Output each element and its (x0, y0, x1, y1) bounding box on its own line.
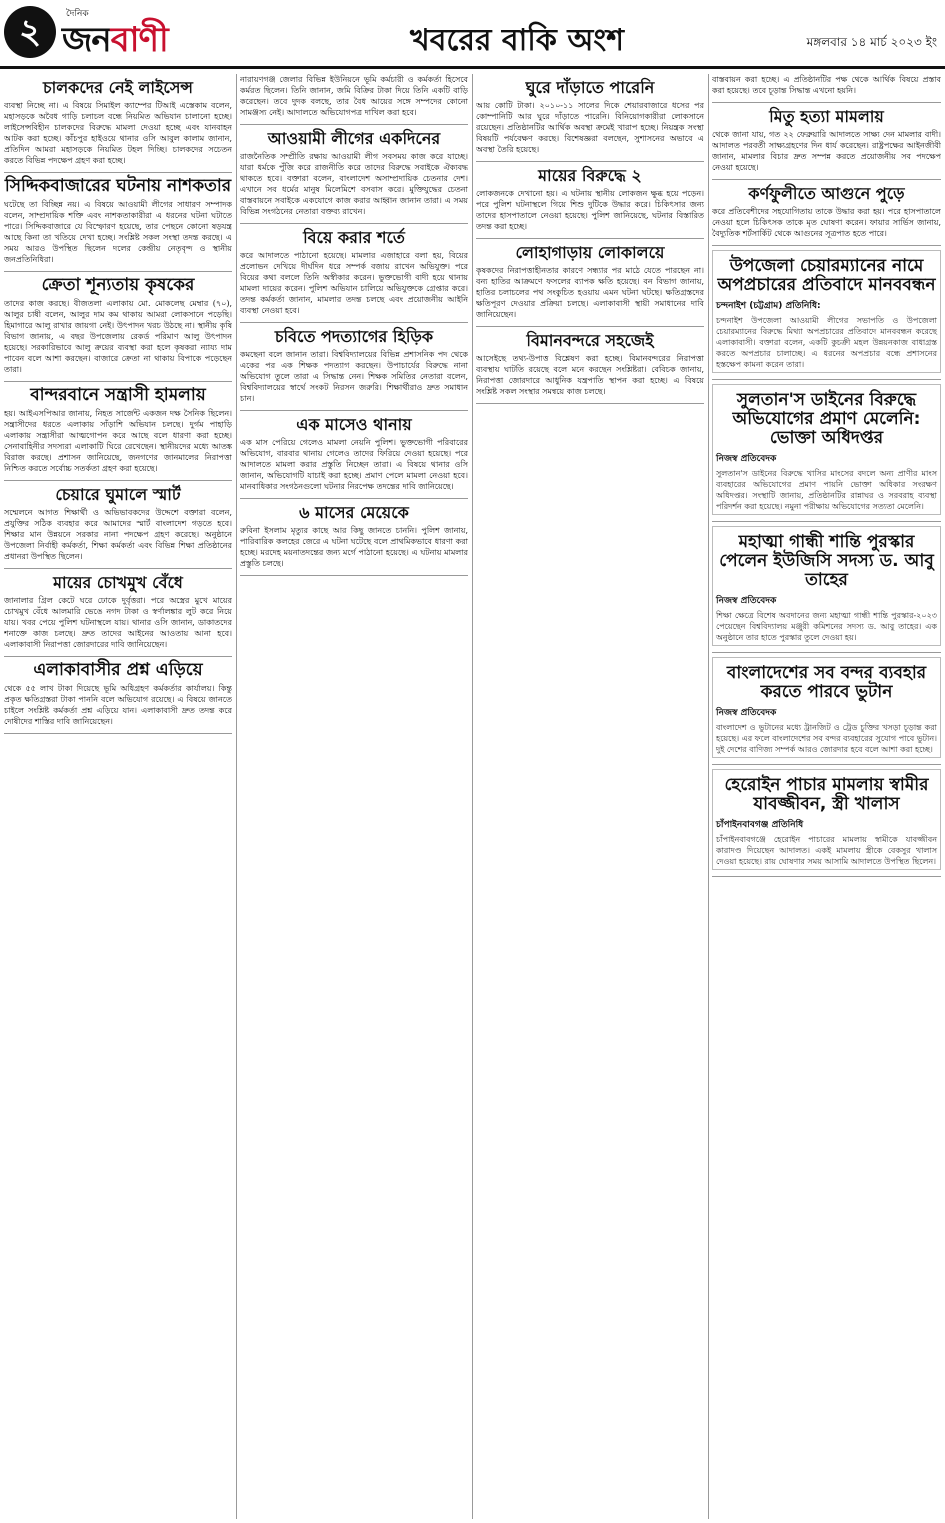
masthead-rule (0, 66, 945, 69)
story-body: থেকে জানা যায়, গত ২২ ফেব্রুয়ারি আদালতে সাক্ষ্য দেন মামলার বাদী। আদালত পরবর্তী সাক্ষ্যগ্রহণের দিন ধার্য করেছেন। রাষ্ট্রপক্ষের আইনজীবী জানান, মামলার বিচার দ্রুত সম্পন্ন করতে প্রয়োজনীয় সব পদক্ষেপ নেওয়া হয়েছে। (712, 130, 941, 172)
paper-name-b: বাণী (110, 20, 168, 60)
news-story (4, 485, 232, 562)
story-headline: ৬ মাসের মেয়েকে (299, 503, 409, 522)
story-body: ঘটেছে তা বিচ্ছিন্ন নয়। এ বিষয়ে আওয়ামী লীগের সাধারণ সম্পাদক বলেন, সাম্প্রদায়িক শক্তি এবং নাশকতাকারীরা এ ধরনের ঘটনা ঘটাতে পারে। সিদ্দিকবাজারে যে বিস্ফোরণ হয়েছে, তার পেছনে কোনো ষড়যন্ত্র আছে কিনা তা খতিয়ে দেখা হচ্ছে। সংশ্লিষ্ট সকল সংস্থা তদন্ত করছে। এ সময় আরও উপস্থিত ছিলেন দলের কেন্দ্রীয় নেতৃবৃন্দ ও স্থানীয় জনপ্রতিনিধিরা। (4, 200, 232, 264)
news-story (712, 769, 941, 870)
story-divider (4, 568, 232, 569)
story-divider (4, 172, 232, 173)
column-2 (240, 74, 468, 1519)
page-number: ২ (4, 6, 56, 58)
story-body: চাঁপাইনবাবগঞ্জে হেরোইন পাচারের মামলায় স্বামীকে যাবজ্জীবন কারাদণ্ড দিয়েছেন আদালত। একই মামলায় স্ত্রীকে বেকসুর খালাস দেওয়া হয়েছে। রায় ঘোষণার সময় আসামি আদালতে উপস্থিত ছিলেন। (716, 835, 937, 866)
story-divider (4, 271, 232, 272)
story-divider (4, 656, 232, 657)
story-body: বাংলাদেশ ও ভুটানের মধ্যে ট্রানজিট ও ট্রেড চুক্তির খসড়া চূড়ান্ত করা হয়েছে। এর ফলে বাংলাদেশের সব বন্দর ব্যবহারের সুযোগ পাবে ভুটান। দুই দেশের বাণিজ্য সম্পর্ক আরও জোরদার হবে বলে আশা করা হচ্ছে। (716, 723, 937, 754)
story-body: রুবিনা ইসলাম মৃত্যুর কাছে আর কিছু জানতে চাননি। পুলিশ জানায়, পারিবারিক কলহের জেরে এ ঘটনা ঘটেছে বলে প্রাথমিকভাবে ধারণা করা হচ্ছে। মরদেহ ময়নাতদন্তের জন্য মর্গে পাঠানো হয়েছে। এ ঘটনায় মামলার প্রস্তুতি চলছে। (240, 526, 468, 568)
news-story (4, 573, 232, 650)
story-divider (476, 238, 704, 239)
news-story (4, 386, 232, 474)
story-headline: কর্ণফুলীতে আগুনে পুড়ে (748, 184, 905, 203)
story-divider (712, 521, 941, 522)
story-divider (712, 652, 941, 653)
dateline: মঙ্গলবার ১৪ মার্চ ২০২৩ ইং (806, 35, 937, 49)
story-divider (4, 381, 232, 382)
column-divider (236, 74, 237, 1519)
paper-name-a: জন (62, 20, 111, 60)
news-story (712, 526, 941, 646)
column-1 (4, 74, 232, 1519)
news-story (240, 228, 468, 316)
story-headline: বাংলাদেশের সব বন্দর ব্যবহার করতে পারবে ভুটান (726, 663, 927, 702)
story-body: লোকজনকে দেখানো হয়। এ ঘটনায় স্থানীয় লোকজন ক্ষুব্ধ হয়ে পড়েন। পরে পুলিশ ঘটনাস্থলে গিয়ে শিশু দুটিকে উদ্ধার করে। চিকিৎসার জন্য তাদের হাসপাতালে নেওয়া হয়েছে। পুলিশ জানিয়েছে, ঘটনার বিস্তারিত তদন্ত করা হচ্ছে। (476, 189, 704, 231)
story-divider (240, 223, 468, 224)
story-body: নারায়ণগঞ্জ জেলার বিভিন্ন ইউনিয়নে ভূমি কর্মচারী ও কর্মকর্তা হিসেবে কর্মরত ছিলেন। তিনি জানান, জমি বিক্রির টাকা দিয়ে তিনি একটি বাড়ি করেছেন। তবে দুদক বলছে, তার বৈধ আয়ের সঙ্গে সম্পদের কোনো সামঞ্জস্য নেই। আদালতে অভিযোগপত্র দাখিল করা হবে। (240, 75, 468, 117)
story-headline: এলাকাবাসীর প্রশ্ন এড়িয়ে (33, 660, 203, 680)
story-body: কমছেনা বলে জানান তারা। বিশ্ববিদ্যালয়ের বিভিন্ন প্রশাসনিক পদ থেকে একের পর এক শিক্ষক পদত্যাগ করছেন। উপাচার্যের বিরুদ্ধে নানা অভিযোগ তুলে তারা এ সিদ্ধান্ত নেন। শিক্ষক সমিতির নেতারা বলেন, বিশ্ববিদ্যালয়ের স্বার্থে সংকট নিরসন জরুরি। শিক্ষার্থীরাও দ্রুত সমাধান চান। (240, 350, 468, 403)
story-headline: মিতু হত্যা মামলায় (769, 107, 884, 126)
story-body: সম্মেলনে আগত শিক্ষার্থী ও অভিভাবকদের উদ্দেশে বক্তারা বলেন, প্রযুক্তির সঠিক ব্যবহার করে আমাদের স্মার্ট বাংলাদেশ গড়তে হবে। শিক্ষার মান উন্নয়নে সরকার নানা পদক্ষেপ গ্রহণ করেছে। অনুষ্ঠানে উপজেলা নির্বাহী কর্মকর্তা, শিক্ষা কর্মকর্তা এবং বিভিন্ন শিক্ষা প্রতিষ্ঠানের প্রধানরা উপস্থিত ছিলেন। (4, 508, 232, 561)
story-headline: ক্রেতা শূন্যতায় কৃষকের (41, 275, 195, 295)
column-divider (472, 74, 473, 1519)
story-headline: মায়ের বিরুদ্ধে ২ (538, 166, 642, 185)
paper-prefix: দৈনিক (66, 9, 89, 19)
story-divider (712, 245, 941, 246)
story-body: শিক্ষা ক্ষেত্রে বিশেষ অবদানের জন্য মহাত্মা গান্ধী শান্তি পুরস্কার-২০২৩ পেয়েছেন বিশ্ববিদ্যালয় মঞ্জুরী কমিশনের সদস্য ড. আবু তাহের। এক অনুষ্ঠানে তার হাতে পুরস্কার তুলে দেওয়া হয়। (716, 611, 937, 642)
story-divider (240, 498, 468, 499)
story-body: তাদের কাজ করছে। বীজতলা এলাকায় মো. মোকলেছ মেম্বার (৭০), আলুর চাষী বলেন, আলুর দাম কম থাকায় আমরা লোকসানে পড়েছি। হিমাগারে আলু রাখার জায়গা নেই। উৎপাদন খরচ উঠছে না। স্থানীয় কৃষি বিভাগ জানায়, এ বছর উপজেলায় রেকর্ড পরিমাণ আলু উৎপাদন হয়েছে। সরকারিভাবে আলু ক্রয়ের ব্যবস্থা করা হলে কৃষকরা ন্যায্য দাম পাবেন বলে আশা করছেন। বাজারে ক্রেতা না থাকায় বিপাকে পড়েছেন তারা। (4, 299, 232, 374)
news-story (240, 327, 468, 404)
column-3 (476, 74, 704, 1519)
story-body: হয়। আইএসপিআর জানায়, নিহত সার্জেন্ট একজন দক্ষ সৈনিক ছিলেন। সন্ত্রাসীদের ধরতে এলাকায় সাঁড়াশি অভিযান চলছে। দুর্গম পাহাড়ি এলাকায় সন্ত্রাসীরা আত্মগোপন করে আছে বলে ধারণা করা হচ্ছে। সেনাবাহিনীর সদস্যরা এলাকাটি ঘিরে রেখেছেন। স্থানীয়দের মধ্যে আতঙ্ক বিরাজ করছে। প্রশাসন জানিয়েছে, জনগণের জানমালের নিরাপত্তা নিশ্চিত করতে সর্বোচ্চ সতর্কতা গ্রহণ করা হয়েছে। (4, 409, 232, 473)
story-divider (712, 876, 941, 877)
story-headline: মায়ের চোখমুখ বেঁধে (53, 573, 183, 592)
story-divider (476, 403, 704, 404)
story-headline: চালকদের নেই লাইসেন্স (42, 78, 193, 97)
news-story (712, 74, 941, 96)
story-headline: আওয়ামী লীগের একদিনের (267, 129, 441, 148)
news-story (712, 657, 941, 758)
story-body: বাস্তবায়ন করা হচ্ছে। এ প্রতিষ্ঠানটির পক্ষ থেকে আর্থিক বিষয়ে প্রস্তাব করা হয়েছে। তবে চূড়ান্ত সিদ্ধান্ত এখনো হয়নি। (712, 75, 941, 95)
story-divider (712, 179, 941, 180)
news-story (476, 331, 704, 397)
story-divider (712, 379, 941, 380)
news-story (4, 177, 232, 265)
story-body: করে প্রতিবেশীদের সহযোগিতায় তাকে উদ্ধার করা হয়। পরে হাসপাতালে নেওয়া হলে চিকিৎসক তাকে মৃত ঘোষণা করেন। ফায়ার সার্ভিস জানায়, বৈদ্যুতিক শর্টসার্কিট থেকে আগুনের সূত্রপাত হতে পারে। (712, 207, 941, 238)
news-story (476, 243, 704, 320)
story-credit: নিজস্ব প্রতিবেদক (716, 454, 777, 464)
story-divider (4, 733, 232, 734)
news-story (712, 107, 941, 173)
story-divider (476, 326, 704, 327)
news-story (4, 276, 232, 375)
story-divider (476, 161, 704, 162)
column-divider (708, 74, 709, 1519)
story-headline: এক মাসেও থানায় (296, 415, 412, 434)
news-story (476, 78, 704, 155)
story-body: কৃষকদের নিরাপত্তাহীনতার কারণে সন্ধ্যার পর মাঠে যেতে পারছেন না। বন্য হাতির আক্রমণে ফসলের ব্যাপক ক্ষতি হয়েছে। বন বিভাগ জানায়, হাতির চলাচলের পথ সংকুচিত হওয়ায় এমন ঘটনা ঘটছে। ক্ষতিগ্রস্তদের ক্ষতিপূরণ দেওয়ার প্রক্রিয়া চলছে। এলাকাবাসী স্থায়ী সমাধানের দাবি জানিয়েছেন। (476, 266, 704, 319)
story-body: চন্দনাইশ উপজেলা আওয়ামী লীগের সভাপতি ও উপজেলা চেয়ারম্যানের বিরুদ্ধে মিথ্যা অপপ্রচারের প্রতিবাদে মানববন্ধন করেছে এলাকাবাসী। বক্তারা বলেন, একটি কুচক্রী মহল উন্নয়নকাজ বাধাগ্রস্ত করতে অপপ্রচার চালাচ্ছে। এ ধরনের অপপ্রচার বন্ধে প্রশাসনের হস্তক্ষেপ কামনা করেন তারা। (716, 316, 937, 369)
paper-logo (62, 14, 168, 71)
news-story (240, 129, 468, 217)
story-headline: চেয়ারে ঘুমালে স্মার্ট (55, 485, 181, 504)
story-credit: নিজস্ব প্রতিবেদক (716, 596, 777, 606)
story-headline: সুলতান'স ডাইনের বিরুদ্ধে অভিযোগের প্রমাণ মেলেনি: ভোক্তা অধিদপ্তর (732, 390, 921, 448)
story-headline: বিমানবন্দরে সহজেই (526, 331, 654, 350)
news-story (4, 661, 232, 727)
news-story (712, 384, 941, 515)
story-body: আসেইছে তথ্য-উপাত্ত বিশ্লেষণ করা হচ্ছে। বিমানবন্দরের নিরাপত্তা ব্যবস্থায় ঘাটতি রয়েছে বলে মনে করছেন সংশ্লিষ্টরা। বেবিচক জানায়, নিরাপত্তা জোরদারে আধুনিক যন্ত্রপাতি স্থাপন করা হচ্ছে। এ বিষয়ে সংশ্লিষ্ট সকল সংস্থার সমন্বয়ে কাজ চলছে। (476, 354, 704, 396)
story-headline: চবিতে পদত্যাগের হিড়িক (274, 327, 434, 346)
story-divider (712, 764, 941, 765)
news-story (240, 503, 468, 569)
story-headline: উপজেলা চেয়ারম্যানের নামে অপপ্রচারের প্রতিবাদে মানববন্ধন (717, 256, 936, 295)
story-divider (240, 322, 468, 323)
masthead (0, 0, 945, 74)
column-4 (712, 74, 941, 1519)
story-headline: বিয়ে করার শর্তে (303, 228, 405, 247)
news-story (240, 74, 468, 118)
news-story (4, 78, 232, 166)
story-credit: নিজস্ব প্রতিবেদক (716, 708, 777, 718)
story-headline: সিদ্দিকবাজারের ঘটনায় নাশকতার (4, 176, 232, 196)
story-body: ব্যবস্থা নিচ্ছে না। এ বিষয়ে সিমাইল ক্যাম্পের টিআই এস্তেকাম বলেন, মহাসড়কে অবৈধ গাড়ি চলাচল বন্ধে নিয়মিত অভিযান চালানো হচ্ছে। লাইসেন্সবিহীন চালকদের বিরুদ্ধে মামলা দেওয়া হচ্ছে এবং যানবাহন আটক করা হচ্ছে। কাঁচপুর হাইওয়ে থানার ওসি আবুল কালাম জানান, প্রতিদিন আমরা মহাসড়কে নিয়মিত টহল দিচ্ছি। চালকদের সচেতন করতে বিভিন্ন পদক্ষেপ গ্রহণ করা হচ্ছে। (4, 101, 232, 165)
story-body: সুলতান'স ডাইনের বিরুদ্ধে খাসির মাংসের বদলে অন্য প্রাণীর মাংস ব্যবহারের অভিযোগের প্রমাণ পায়নি ভোক্তা অধিকার সংরক্ষণ অধিদপ্তর। সংস্থাটি জানায়, প্রতিষ্ঠানটির রান্নাঘর ও সরবরাহ ব্যবস্থা পরিদর্শন করা হয়েছে। নমুনা পরীক্ষায় অভিযোগের সত্যতা মেলেনি। (716, 469, 937, 511)
story-divider (240, 575, 468, 576)
story-headline: বান্দরবানে সন্ত্রাসী হামলায় (30, 385, 206, 405)
news-story (712, 250, 941, 373)
news-story (240, 415, 468, 492)
story-divider (240, 124, 468, 125)
news-story (712, 184, 941, 239)
story-divider (240, 410, 468, 411)
story-headline: ঘুরে দাঁড়াতে পারেনি (525, 78, 655, 97)
story-credit: চন্দনাইশ (চট্টগ্রাম) প্রতিনিধি: (716, 301, 821, 311)
news-story (476, 166, 704, 232)
story-body: রাজনৈতিক সম্প্রীতি রক্ষায় আওয়ামী লীগ সবসময় কাজ করে যাচ্ছে। যারা ধর্মকে পুঁজি করে রাজনীতি করে তাদের বিরুদ্ধে সবাইকে ঐক্যবদ্ধ থাকতে হবে। বক্তারা বলেন, বাংলাদেশ অসাম্প্রদায়িক চেতনার দেশ। এখানে সব ধর্মের মানুষ মিলেমিশে বসবাস করে। মুক্তিযুদ্ধের চেতনা বাস্তবায়নে সবাইকে একযোগে কাজ করার আহ্বান জানান তারা। এ সময় বিভিন্ন সংগঠনের নেতারা বক্তব্য রাখেন। (240, 152, 468, 216)
story-body: এক মাস পেরিয়ে গেলেও মামলা নেয়নি পুলিশ। ভুক্তভোগী পরিবারের অভিযোগ, বারবার থানায় গেলেও তাদের ফিরিয়ে দেওয়া হয়েছে। পরে আদালতে মামলা করার প্রস্তুতি নিচ্ছেন তারা। এ বিষয়ে থানার ওসি জানান, অভিযোগটি যাচাই করা হচ্ছে। প্রমাণ পেলে মামলা নেওয়া হবে। মানবাধিকার সংগঠনগুলো ঘটনার নিরপেক্ষ তদন্তের দাবি জানিয়েছে। (240, 438, 468, 491)
section-title: খবরের বাকি অংশ (410, 23, 624, 58)
story-body: করে আদালতে পাঠানো হয়েছে। মামলার এজাহারে বলা হয়, বিয়ের প্রলোভন দেখিয়ে দীর্ঘদিন ধরে সম্পর্ক বজায় রাখেন অভিযুক্ত। পরে বিয়ের কথা বললে তিনি অস্বীকার করেন। ভুক্তভোগী বাদী হয়ে থানায় মামলা দায়ের করেন। পুলিশ অভিযান চালিয়ে অভিযুক্তকে গ্রেপ্তার করে। তদন্ত কর্মকর্তা জানান, মামলার তদন্ত চলছে এবং প্রয়োজনীয় আইনি ব্যবস্থা নেওয়া হবে। (240, 251, 468, 315)
story-headline: মহাত্মা গান্ধী শান্তি পুরস্কার পেলেন ইউজিসি সদস্য ড. আবু তাহের (719, 532, 934, 590)
story-headline: লোহাগাড়ায় লোকালয়ে (515, 243, 665, 262)
story-body: থেকে ৫৫ লাখ টাকা দিয়েছে ভূমি অধিগ্রহণ কর্মকর্তার কার্যালয়। কিন্তু প্রকৃত ক্ষতিগ্রস্তরা টাকা পাননি বলে অভিযোগ রয়েছে। এ বিষয়ে জানতে চাইলে সংশ্লিষ্ট কর্মকর্তা প্রশ্ন এড়িয়ে যান। এলাকাবাসী দ্রুত তদন্ত করে দোষীদের শাস্তির দাবি জানিয়েছেন। (4, 684, 232, 726)
story-credit: চাঁপাইনবাবগঞ্জ প্রতিনিধি (716, 820, 804, 830)
story-divider (712, 102, 941, 103)
story-divider (4, 480, 232, 481)
story-body: জানালার গ্রিল কেটে ঘরে ঢোকে দুর্বৃত্তরা। পরে অস্ত্রের মুখে মায়ের চোখমুখ বেঁধে আলমারি ভেঙে নগদ টাকা ও স্বর্ণালঙ্কার লুট করে নিয়ে যায়। খবর পেয়ে পুলিশ ঘটনাস্থলে যায়। থানার ওসি জানান, ডাকাতদের শনাক্তে কাজ চলছে। দ্রুত তাদের আইনের আওতায় আনা হবে। এলাকাবাসী নিরাপত্তা জোরদারের দাবি জানিয়েছেন। (4, 596, 232, 649)
story-body: আয় কোটি টাকা। ২০১০-১১ সালের দিকে শেয়ারবাজারে ধসের পর কোম্পানিটি আর ঘুরে দাঁড়াতে পারেনি। বিনিয়োগকারীরা লোকসানে রয়েছেন। প্রতিষ্ঠানটির আর্থিক অবস্থা ক্রমেই খারাপ হচ্ছে। নিয়ন্ত্রক সংস্থা বিষয়টি পর্যবেক্ষণ করছে। বিশেষজ্ঞরা বলছেন, সুশাসনের অভাবে এ অবস্থা তৈরি হয়েছে। (476, 101, 704, 154)
story-headline: হেরোইন পাচার মামলায় স্বামীর যাবজ্জীবন, স্ত্রী খালাস (724, 775, 929, 814)
